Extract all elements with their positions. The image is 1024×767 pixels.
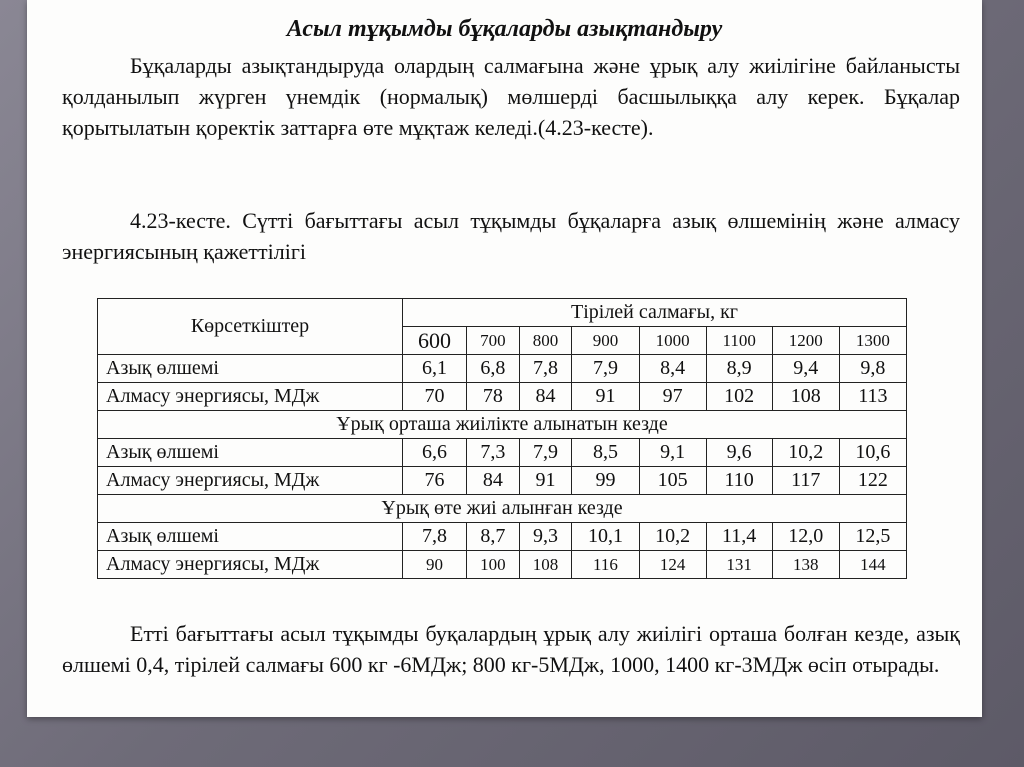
corner-header: Көрсеткіштер [98, 299, 403, 355]
value-cell: 108 [772, 383, 839, 411]
value-cell: 122 [839, 467, 906, 495]
value-cell: 7,8 [519, 355, 572, 383]
row-label: Азық өлшемі [98, 355, 403, 383]
value-cell: 10,2 [772, 439, 839, 467]
value-cell: 12,0 [772, 523, 839, 551]
value-cell: 8,4 [639, 355, 706, 383]
section-row [98, 495, 907, 523]
row-label: Азық өлшемі [98, 523, 403, 551]
value-cell: 102 [706, 383, 772, 411]
value-cell: 7,9 [572, 355, 639, 383]
value-cell: 6,1 [403, 355, 467, 383]
value-cell: 99 [572, 467, 639, 495]
table-row [98, 551, 907, 579]
value-cell: 138 [772, 551, 839, 579]
table-caption [62, 205, 960, 267]
value-cell: 9,1 [639, 439, 706, 467]
weight-header-cell: 1300 [839, 327, 906, 355]
intro-paragraph-text: Бұқаларды азықтандыруда олардың салмағына және ұрық алу жиілігіне байланысты қолданылып жүрген үнемдік (нормалық) мөлшерді басшылыққа алу керек. Бұқалар қорытылатын қоректік заттарға өте мұқтаж келеді.(4.23-кесте). [62, 53, 960, 140]
slide-page [27, 0, 982, 717]
value-cell: 131 [706, 551, 772, 579]
value-cell: 6,8 [467, 355, 520, 383]
value-cell: 84 [519, 383, 572, 411]
value-cell: 78 [467, 383, 520, 411]
section-title: Ұрық орташа жиілікте алынатын кезде [98, 411, 907, 439]
value-cell: 8,9 [706, 355, 772, 383]
value-cell: 124 [639, 551, 706, 579]
intro-paragraph [62, 50, 960, 143]
value-cell: 108 [519, 551, 572, 579]
section-title: Ұрық өте жиі алынған кезде [98, 495, 907, 523]
value-cell: 7,8 [403, 523, 467, 551]
value-cell: 7,3 [467, 439, 520, 467]
value-cell: 116 [572, 551, 639, 579]
weight-header-cell: 1000 [639, 327, 706, 355]
value-cell: 7,9 [519, 439, 572, 467]
value-cell: 110 [706, 467, 772, 495]
value-cell: 8,7 [467, 523, 520, 551]
weight-header-cell: 1200 [772, 327, 839, 355]
weight-header-cell: 1100 [706, 327, 772, 355]
value-cell: 144 [839, 551, 906, 579]
value-cell: 9,6 [706, 439, 772, 467]
table-caption-text: 4.23-кесте. Сүтті бағыттағы асыл тұқымды бұқаларға азық өлшемінің және алмасу энергиясының қажеттілігі [62, 208, 960, 264]
page-title: Асыл тұқымды бұқаларды азықтандыру [286, 16, 723, 42]
value-cell: 105 [639, 467, 706, 495]
table-row [98, 467, 907, 495]
value-cell: 97 [639, 383, 706, 411]
weight-header-cell: 900 [572, 327, 639, 355]
row-label: Алмасу энергиясы, МДж [98, 383, 403, 411]
table-row [98, 383, 907, 411]
value-cell: 117 [772, 467, 839, 495]
value-cell: 8,5 [572, 439, 639, 467]
section-row [98, 411, 907, 439]
value-cell: 6,6 [403, 439, 467, 467]
table-row [98, 523, 907, 551]
weight-header-cell: 800 [519, 327, 572, 355]
row-label: Алмасу энергиясы, МДж [98, 551, 403, 579]
row-label: Алмасу энергиясы, МДж [98, 467, 403, 495]
value-cell: 70 [403, 383, 467, 411]
value-cell: 9,4 [772, 355, 839, 383]
value-cell: 10,1 [572, 523, 639, 551]
table-row [98, 355, 907, 383]
value-cell: 90 [403, 551, 467, 579]
table-header-row [98, 299, 907, 327]
closing-paragraph [62, 618, 960, 680]
value-cell: 10,6 [839, 439, 906, 467]
norms-table [97, 298, 907, 579]
table-body [98, 355, 907, 579]
value-cell: 11,4 [706, 523, 772, 551]
value-cell: 9,8 [839, 355, 906, 383]
table-row [98, 439, 907, 467]
weight-header-cell: 700 [467, 327, 520, 355]
weight-header-cell: 600 [403, 327, 467, 355]
weight-group-header: Тірілей салмағы, кг [403, 299, 907, 327]
value-cell: 84 [467, 467, 520, 495]
value-cell: 9,3 [519, 523, 572, 551]
closing-paragraph-text: Етті бағыттағы асыл тұқымды буқалардың ұрық алу жиілігі орташа болған кезде, азық өлшемі 0,4, тірілей салмағы 600 кг -6МДж; 800 кг-5МДж, 1000, 1400 кг-3МДж өсіп отырады. [62, 621, 960, 677]
value-cell: 91 [519, 467, 572, 495]
value-cell: 91 [572, 383, 639, 411]
value-cell: 10,2 [639, 523, 706, 551]
value-cell: 12,5 [839, 523, 906, 551]
value-cell: 76 [403, 467, 467, 495]
row-label: Азық өлшемі [98, 439, 403, 467]
value-cell: 113 [839, 383, 906, 411]
value-cell: 100 [467, 551, 520, 579]
